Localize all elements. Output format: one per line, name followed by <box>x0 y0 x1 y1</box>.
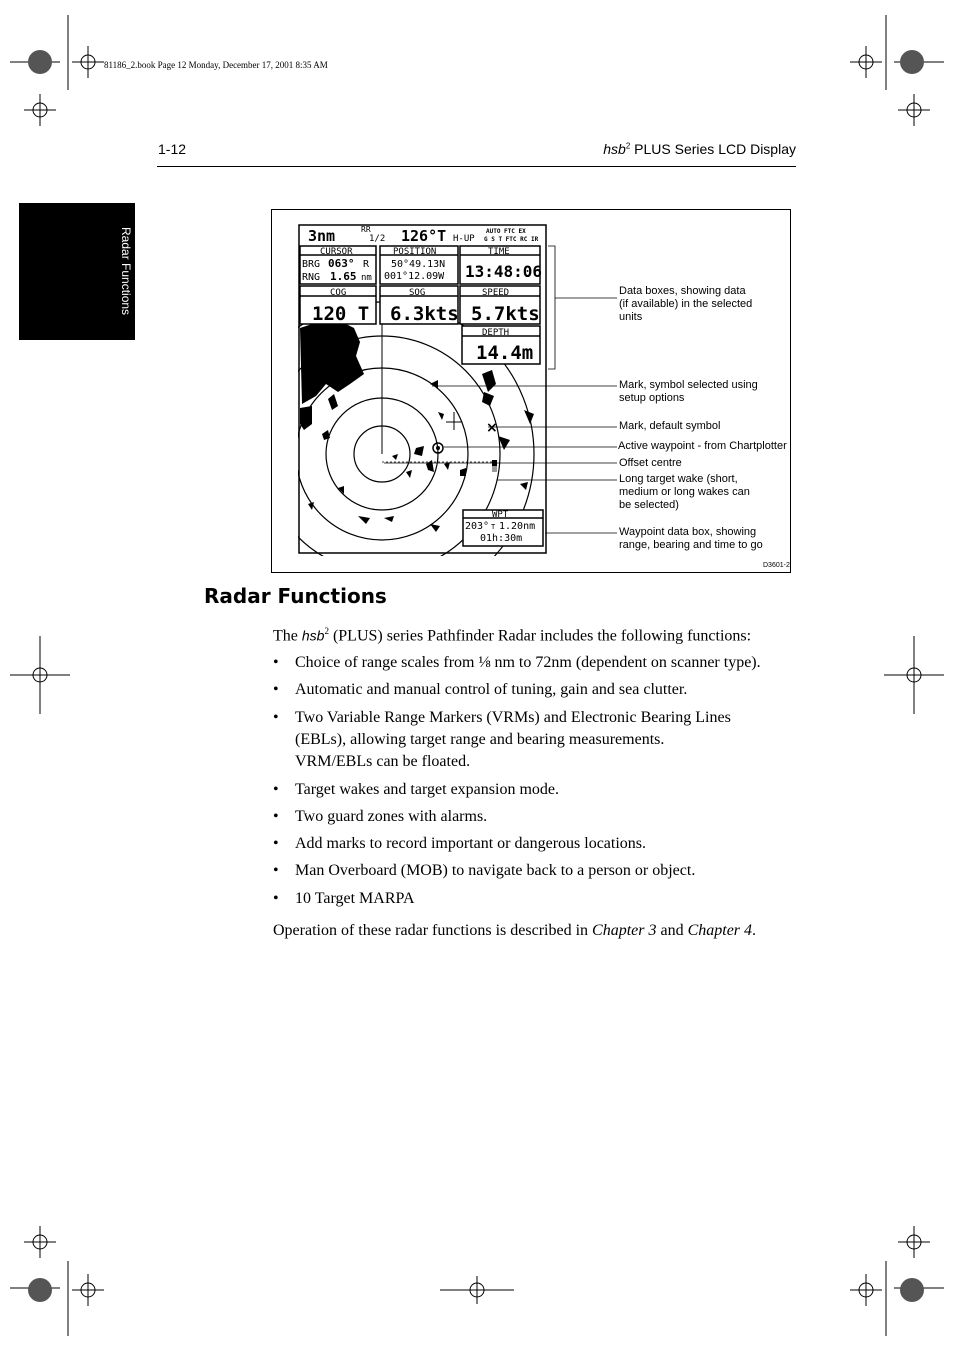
side-tab: Radar Functions <box>19 203 135 340</box>
svg-text:063°: 063° <box>328 257 355 270</box>
svg-text:01h:30m: 01h:30m <box>480 533 523 544</box>
svg-text:5.7kts: 5.7kts <box>471 303 540 325</box>
section-title: Radar Functions <box>204 584 387 608</box>
svg-text:POSITION: POSITION <box>393 247 437 257</box>
svg-text:T: T <box>491 523 496 531</box>
callout-offset-centre: Offset centre <box>619 457 682 469</box>
svg-text:H-UP: H-UP <box>453 234 475 244</box>
callout-waypoint-box: Waypoint data box, showing range, bearing and time to go <box>619 526 763 551</box>
mark-default-icon: × <box>486 420 498 436</box>
svg-text:6.3kts: 6.3kts <box>390 303 459 325</box>
svg-text:SOG: SOG <box>409 288 426 298</box>
callout-target-wake: Long target wake (short, medium or long wakes can be selected) <box>619 473 750 511</box>
svg-text:1.20nm: 1.20nm <box>499 521 536 532</box>
svg-text:13:48:06: 13:48:06 <box>465 262 543 281</box>
svg-text:14.4m: 14.4m <box>476 342 534 364</box>
svg-text:R: R <box>363 259 370 270</box>
svg-text:1/2: 1/2 <box>369 234 386 244</box>
svg-text:1.65: 1.65 <box>330 270 357 283</box>
svg-text:001°12.09W: 001°12.09W <box>384 271 445 282</box>
chapter-3-reference: Chapter 3 <box>592 922 657 939</box>
running-header: hsb$^2$ PLUS Series LCD Display <box>603 141 796 157</box>
svg-text:DEPTH: DEPTH <box>482 328 510 338</box>
svg-text:WPT: WPT <box>492 510 509 520</box>
callout-mark-default: Mark, default symbol <box>619 420 721 432</box>
intro-paragraph: The hsb$^2$ (PLUS) series Pathfinder Radar includes the following functions: <box>273 626 752 645</box>
svg-text:SPEED: SPEED <box>482 288 510 298</box>
page-number: 1-12 <box>158 141 187 157</box>
chapter-4-reference: Chapter 4 <box>687 922 753 939</box>
svg-text:RNG: RNG <box>302 272 321 283</box>
print-slug: 81186_2.book Page 12 Monday, December 17, 2001 8:35 AM <box>104 60 328 70</box>
svg-text:BRG: BRG <box>302 259 321 270</box>
svg-text:RR: RR <box>361 225 371 234</box>
callout-active-waypoint: Active waypoint - from Chartplotter <box>618 440 787 452</box>
svg-text:nm: nm <box>361 273 372 283</box>
heading-readout: 126°T <box>401 227 447 245</box>
svg-text:203°: 203° <box>465 521 490 532</box>
svg-text:G S T FTC RC IR: G S T FTC RC IR <box>484 236 539 243</box>
svg-text:CURSOR: CURSOR <box>320 247 353 257</box>
closing-paragraph: Operation of these radar functions is described in Chapter 3 and Chapter 4. <box>273 922 757 939</box>
svg-text:TIME: TIME <box>488 247 510 257</box>
svg-text:COG: COG <box>330 288 347 298</box>
callout-data-boxes: Data boxes, showing data (if available) in the selected units <box>619 285 753 323</box>
range-readout: 3nm <box>308 227 336 245</box>
svg-text:120 T: 120 T <box>312 303 370 325</box>
callout-mark-symbol: Mark, symbol selected using setup options <box>619 379 758 404</box>
figure-id: D3601-2 <box>763 562 790 569</box>
svg-text:50°49.13N: 50°49.13N <box>391 259 446 270</box>
svg-text:AUTO FTC EX: AUTO FTC EX <box>486 228 526 235</box>
